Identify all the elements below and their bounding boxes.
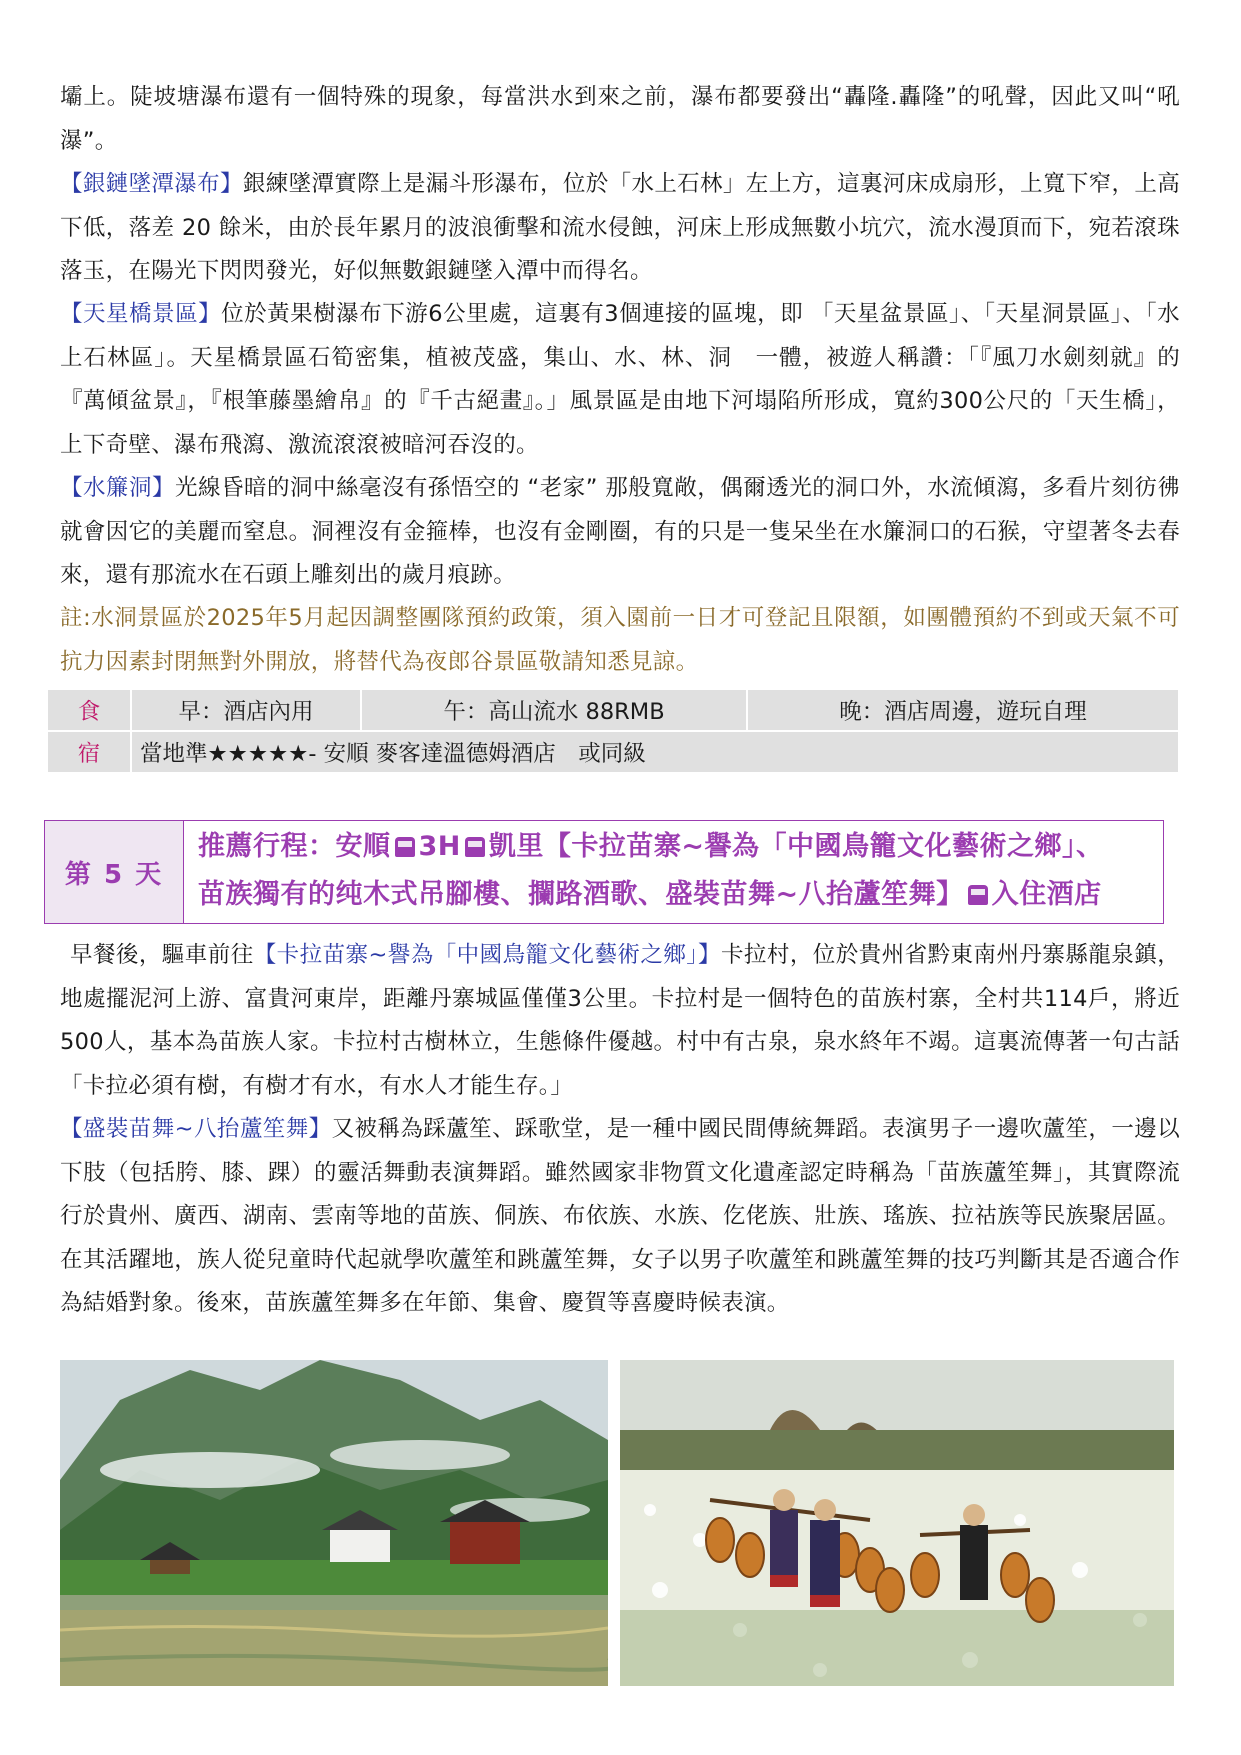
bus-icon <box>968 885 988 905</box>
hotel-cell: 當地準★★★★★- 安順 麥客達溫德姆酒店 或同級 <box>131 731 1179 773</box>
closure-note <box>60 597 1180 684</box>
miao-women-birdcages-image <box>620 1360 1174 1686</box>
day-title-part: 3H <box>418 831 461 862</box>
photo-miao-birdcages <box>620 1360 1174 1686</box>
section-title-water-curtain-cave: 【水簾洞】 <box>60 475 175 501</box>
section-title-lusheng-dance: 【盛裝苗舞~八抬蘆笙舞】 <box>60 1116 332 1142</box>
paragraph-text: 位於黃果樹瀑布下游6公里處，這裏有3個連接的區塊，即 「天星盆景區」、「天星洞景區」、「水上石林區」。天星橋景區石筍密集，植被茂盛，集山、水、林、洞 一體，被遊人稱讚：「『風刀水劍刻就』的『萬傾盆景』，『根筆藤墨繪帛』的『千古絕畫』。」風景區是由地下河塌陷所形成，寬約300公尺的「天生橋」，上下奇壁、瀑布飛瀉、激流滾滾被暗河吞沒的。 <box>60 301 1180 458</box>
section-title-kala-village: 【卡拉苗寨~譽為「中國鳥籠文化藝術之鄉」】 <box>253 942 721 968</box>
bus-icon <box>395 837 415 857</box>
paragraph-text: 光線昏暗的洞中絲毫沒有孫悟空的 “老家” 那般寬敞，偶爾透光的洞口外，水流傾瀉，多看片刻彷彿就會因它的美麗而窒息。洞裡沒有金箍棒，也沒有金剛圈，有的只是一隻呆坐在水簾洞口的石猴，守望著冬去春來，還有那流水在石頭上雕刻出的歲月痕跡。 <box>60 475 1180 588</box>
paragraph-text: 又被稱為踩蘆笙、踩歌堂，是一種中國民間傳統舞蹈。表演男子一邊吹蘆笙，一邊以下肢（包括胯、膝、踝）的靈活舞動表演舞蹈。雖然國家非物質文化遺產認定時稱為「苗族蘆笙舞」，其實際流行於貴州、廣西、湖南、雲南等地的苗族、侗族、布依族、水族、仡佬族、壯族、瑤族、拉祜族等民族聚居區。在其活躍地，族人從兒童時代起就學吹蘆笙和跳蘆笙舞，女子以男子吹蘆笙和跳蘆笙舞的技巧判斷其是否適合作為結婚對象。後來，苗族蘆笙舞多在年節、集會、慶賀等喜慶時候表演。 <box>60 1116 1180 1316</box>
paragraph-water-curtain-cave <box>60 467 1180 598</box>
paragraph-tianxing-bridge <box>60 293 1180 467</box>
paragraph-silver-chain <box>60 163 1180 294</box>
day-title-part: 推薦行程：安順 <box>198 831 391 862</box>
meals-row <box>47 689 1179 731</box>
paragraph-text: 早餐後，驅車前往 <box>70 942 254 968</box>
day-title <box>184 821 1163 923</box>
day-title-part: 凱里【卡拉苗寨~譽為「中國鳥籠文化藝術之鄉」、 <box>488 831 1104 862</box>
bus-icon <box>465 837 485 857</box>
dinner-cell: 晚：酒店周邊，遊玩自理 <box>747 689 1179 731</box>
lodging-row <box>47 731 1179 773</box>
breakfast-cell: 早：酒店內用 <box>131 689 361 731</box>
meals-key: 食 <box>47 689 131 731</box>
day-label: 第 5 天 <box>45 821 184 923</box>
section-title-tianxing-bridge: 【天星橋景區】 <box>60 301 222 327</box>
paragraph-text: 壩上。陡坡塘瀑布還有一個特殊的現象，每當洪水到來之前，瀑布都要發出“轟隆.轟隆”的吼聲，因此又叫“吼瀑”。 <box>60 84 1180 154</box>
day5-header <box>44 820 1164 924</box>
lodging-key: 宿 <box>47 731 131 773</box>
paragraph-waterfall-end <box>60 76 1180 163</box>
meals-table <box>46 688 1180 774</box>
lunch-cell: 午：高山流水 88RMB <box>361 689 747 731</box>
paragraph-kala-village <box>60 934 1180 1108</box>
paragraph-lusheng-dance <box>60 1108 1180 1326</box>
village-landscape-image <box>60 1360 608 1686</box>
paragraph-text: 卡拉村，位於貴州省黔東南州丹寨縣龍泉鎮，地處擺泥河上游、富貴河東岸，距離丹寨城區僅僅3公里。卡拉村是一個特色的苗族村寨，全村共114戶，將近500人，基本為苗族人家。卡拉村古樹林立，生態條件優越。村中有古泉，泉水終年不竭。這裏流傳著一句古話「卡拉必須有樹，有樹才有水，有水人才能生存。」 <box>60 942 1180 1099</box>
day-title-part: 入住酒店 <box>991 879 1102 910</box>
section-title-silver-chain: 【銀鏈墜潭瀑布】 <box>60 171 243 197</box>
note-text: 註:水洞景區於2025年5月起因調整團隊預約政策，須入園前一日才可登記且限額，如團體預約不到或天氣不可抗力因素封閉無對外開放，將替代為夜郎谷景區敬請知悉見諒。 <box>60 605 1180 675</box>
day-title-part: 苗族獨有的纯木式吊腳樓、攔路酒歌、盛裝苗舞~八抬蘆笙舞】 <box>198 879 964 910</box>
photo-kala-village <box>60 1360 608 1686</box>
paragraph-text: 銀練墜潭實際上是漏斗形瀑布，位於「水上石林」左上方，這裏河床成扇形，上寬下窄，上高下低，落差 20 餘米，由於長年累月的波浪衝擊和流水侵蝕，河床上形成無數小坑穴，流水漫頂而下，宛若滾珠落玉，在陽光下閃閃發光，好似無數銀鏈墜入潭中而得名。 <box>60 171 1180 284</box>
